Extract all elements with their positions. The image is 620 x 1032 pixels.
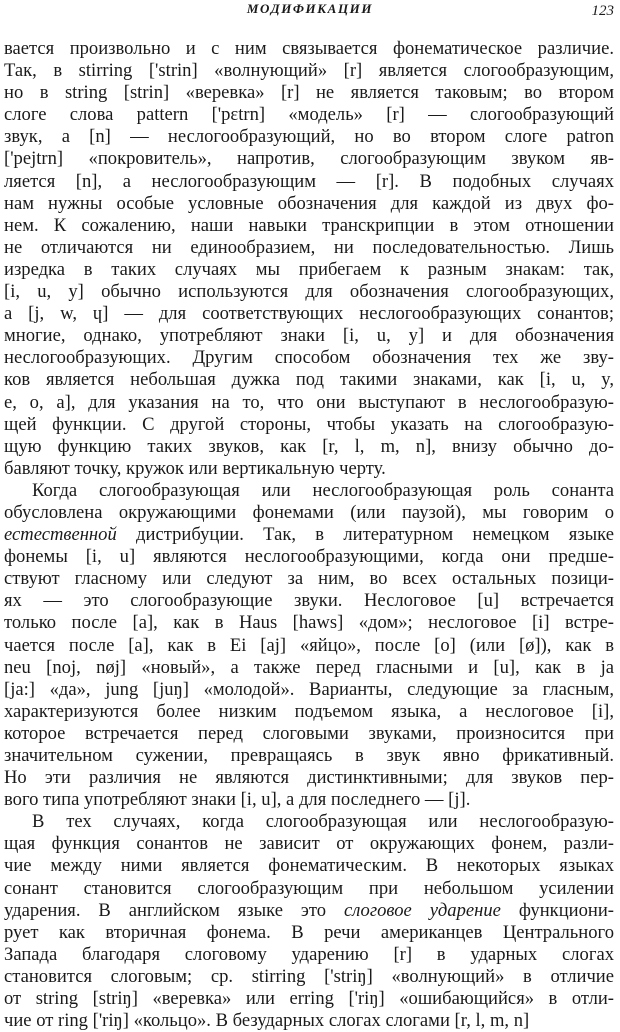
- text-run: сонант становится слогообразующим при небольшом усилении: [4, 877, 614, 899]
- text-run: нем. К сожалению, наши навыки транскрипции в этом отношении: [4, 214, 614, 236]
- text-line: [4, 237, 614, 259]
- text-run: щая функция сонантов не зависит от окружающих фонем, разли-: [4, 833, 614, 855]
- italic-term: слоговое ударение: [343, 899, 501, 921]
- text-run: щей функции. С другой стороны, чтобы указать на слогообразую-: [4, 413, 614, 435]
- text-line: [4, 767, 614, 789]
- running-head: [0, 0, 620, 22]
- text-line: [4, 392, 614, 414]
- text-run: Но эти различия не являются дистинктивными; для звуков пер-: [4, 767, 614, 789]
- text-line: [4, 171, 614, 193]
- text-run: многие, однако, употребляют знаки [i, u, y] и для обозначения: [4, 325, 614, 347]
- text-run: бавляют точку, кружок или вертикальную черту.: [4, 457, 386, 479]
- text-run: изредка в таких случаях мы прибегаем к разным знакам: так,: [4, 258, 614, 280]
- text-line: [4, 82, 614, 104]
- text-line: [4, 635, 614, 657]
- text-run: значительном сужении, превращаясь в звук явно фрикативный.: [4, 745, 614, 766]
- text-line: [4, 701, 614, 723]
- body-text: [4, 38, 614, 1032]
- text-line: [4, 148, 614, 170]
- text-run: характеризуются более низким подъемом языка, а неслоговое [i],: [4, 700, 614, 722]
- text-line: [4, 1010, 614, 1032]
- text-line: [4, 988, 614, 1010]
- text-line: [4, 458, 614, 480]
- text-line: [4, 414, 614, 436]
- text-run: В тех случаях, когда слогообразующая или неслогообразую-: [32, 811, 614, 833]
- text-run: ляется [n], а неслогообразующим — [r]. В подобных случаях: [4, 170, 614, 192]
- text-run: ['pejtrn] «покровитель», напротив, слогообразующим звуком яв-: [4, 148, 614, 170]
- text-run: только после [a], как в Haus [haws] «дом»; неслоговое [i] встре-: [4, 612, 614, 634]
- text-line: [4, 878, 614, 900]
- text-run: Запада благодаря слоговому ударению [r] в ударных слогах: [4, 943, 614, 965]
- text-run: которое встречается перед слоговыми звуками, произносится при: [4, 722, 614, 744]
- text-line: [4, 568, 614, 590]
- text-run: чается после [a], как в Ei [aj] «яйцо», после [o] (или [ø]), как в: [4, 634, 614, 656]
- text-line: [4, 966, 614, 988]
- text-line: [4, 745, 614, 767]
- text-line: [4, 811, 614, 833]
- text-line: [4, 259, 614, 281]
- text-run: а [j, w, ɥ] — для соответствующих неслогообразующих сонантов;: [4, 303, 614, 325]
- text-run: neu [noj, nøj] «новый», а также перед гласными и [u], как в ja: [4, 656, 614, 678]
- text-line: [4, 855, 614, 877]
- text-run: ях — это слогообразующие звуки. Неслоговое [u] встречается: [4, 590, 614, 612]
- text-run: [i, u, y] обычно используются для обозначения слогообразующих,: [4, 281, 614, 303]
- text-run: дистрибуции. Так, в литературном немецком языке: [116, 524, 614, 546]
- text-run: рует как вторичная фонема. В речи американцев Центрального: [4, 921, 614, 943]
- italic-term: естественной: [4, 524, 117, 546]
- text-line: [4, 657, 614, 679]
- text-line: [4, 38, 614, 60]
- text-line: [4, 303, 614, 325]
- text-run: Так, в stirring ['strin] «волнующий» [r] является слогообразующим,: [4, 60, 614, 82]
- text-line: [4, 60, 614, 82]
- text-run: слоге слова pattern ['pεtrn] «модель» [r] — слогообразующий: [4, 104, 614, 126]
- text-line: [4, 193, 614, 215]
- text-line: [4, 325, 614, 347]
- text-run: не отличаются ни единообразием, ни последовательностью. Лишь: [4, 236, 614, 258]
- text-line: [4, 480, 614, 502]
- text-line: [4, 126, 614, 148]
- text-line: [4, 281, 614, 303]
- text-run: чие от ring ['riŋ] «кольцо». В безударных слогах слогами [r, l, m, n]: [4, 1010, 530, 1032]
- text-line: [4, 590, 614, 612]
- text-run: становится слоговым; ср. stirring ['striŋ] «волнующий» в отличие: [4, 965, 614, 987]
- text-line: [4, 833, 614, 855]
- text-run: звук, а [n] — неслогообразующий, но во втором слоге patron: [4, 126, 614, 148]
- text-line: [4, 723, 614, 745]
- text-line: [4, 546, 614, 568]
- text-run: [ja:] «да», jung [juŋ] «молодой». Варианты, следующие за гласным,: [4, 678, 614, 700]
- text-run: e, o, a], для указания на то, что они выступают в неслогообразую-: [4, 391, 614, 413]
- text-run: ударения. В английском языке это: [4, 899, 344, 921]
- text-line: [4, 944, 614, 966]
- text-line: [4, 215, 614, 237]
- text-run: неслогообразующих. Другим способом обозначения тех же зву-: [4, 347, 614, 369]
- text-line: [4, 900, 614, 922]
- text-run: нам нужны особые условные обозначения для каждой из двух фо-: [4, 192, 614, 214]
- text-line: [4, 104, 614, 126]
- text-run: функциони-: [500, 899, 614, 921]
- text-run: чие между ними является фонематическим. В некоторых языках: [4, 855, 614, 877]
- text-run: обусловлена окружающими фонемами (или паузой), мы говорим о: [4, 501, 614, 523]
- text-run: вого типа употребляют знаки [i, u], а для последнего — [j].: [4, 789, 471, 811]
- text-run: ствуют гласному или следуют за ним, во всех остальных позици-: [4, 568, 614, 590]
- text-line: [4, 789, 614, 811]
- page-number: 123: [591, 3, 614, 19]
- text-run: от string [striŋ] «веревка» или erring ['riŋ] «ошибающийся» в отли-: [4, 988, 614, 1010]
- running-title: МОДИФИКАЦИИ: [246, 1, 374, 16]
- text-line: [4, 679, 614, 701]
- text-line: [4, 436, 614, 458]
- text-run: фонемы [i, u] являются неслогообразующими, когда они предше-: [4, 546, 614, 568]
- text-line: [4, 502, 614, 524]
- text-run: вается произвольно и с ним связывается фонематическое различие.: [4, 38, 614, 59]
- text-line: [4, 369, 614, 391]
- text-line: [4, 612, 614, 634]
- text-line: [4, 524, 614, 546]
- text-run: Когда слогообразующая или неслогообразующая роль сонанта: [32, 479, 614, 501]
- text-run: но в string [strin] «веревка» [r] не является таковым; во втором: [4, 82, 614, 104]
- text-run: ков является небольшая дужка под такими знаками, как [i, u, y,: [4, 369, 614, 391]
- text-line: [4, 347, 614, 369]
- text-run: щую функцию таких звуков, как [r, l, m, n], внизу обычно до-: [4, 435, 614, 457]
- text-line: [4, 922, 614, 944]
